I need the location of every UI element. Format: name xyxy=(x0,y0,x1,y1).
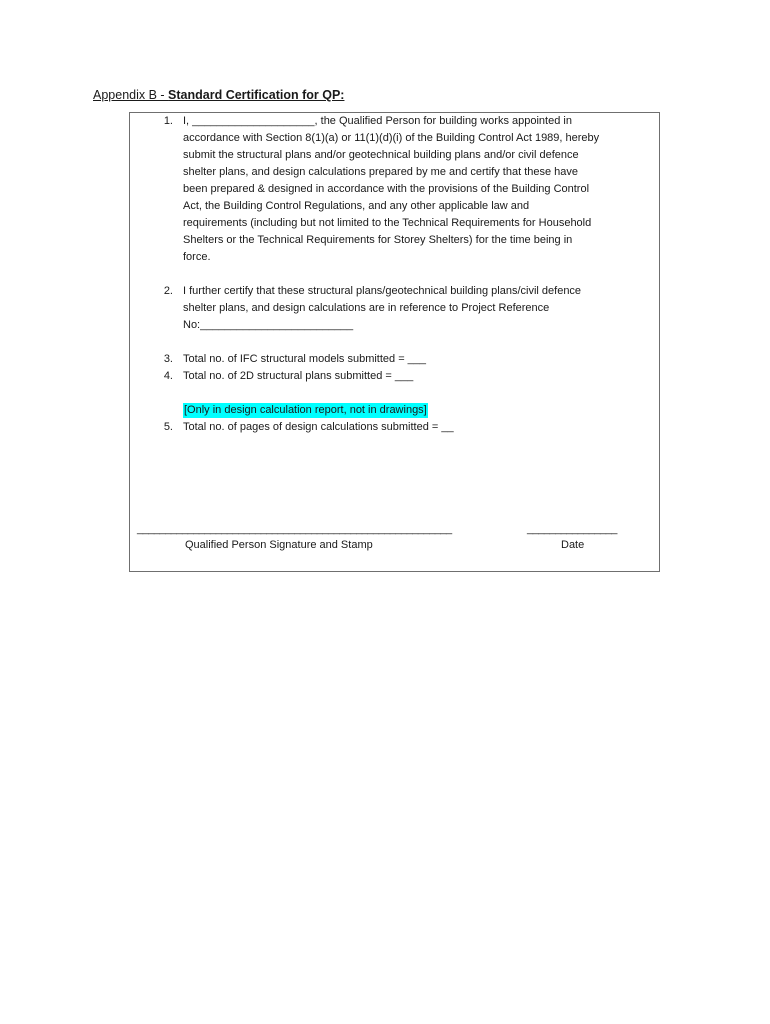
appendix-label: Appendix B - xyxy=(93,88,169,102)
item-number: 3. xyxy=(163,353,173,365)
ifc-models-count-line: Total no. of IFC structural models submitted = ___ xyxy=(183,353,427,365)
item-number: 4. xyxy=(163,370,173,382)
item-line: accordance with Section 8(1)(a) or 11(1)(d)(i) of the Building Control Act 1989, hereby xyxy=(183,132,600,144)
2d-plans-count-line: Total no. of 2D structural plans submitted = ___ xyxy=(183,370,414,382)
item-number: 2. xyxy=(163,285,173,297)
item-line: been prepared & designed in accordance with the provisions of the Building Control xyxy=(183,183,590,195)
certification-box xyxy=(129,112,660,572)
project-reference-field: No:_________________________ xyxy=(183,319,354,331)
signature-label: Qualified Person Signature and Stamp xyxy=(185,539,373,551)
appendix-heading xyxy=(93,88,344,102)
item-number: 5. xyxy=(163,421,173,433)
design-calc-pages-line: Total no. of pages of design calculations submitted = __ xyxy=(183,421,454,433)
certification-title: Standard Certification for QP: xyxy=(168,88,345,102)
highlighted-note: [Only in design calculation report, not in drawings] xyxy=(184,404,427,416)
item-text xyxy=(183,113,657,266)
item-line: I, ____________________, the Qualified Person for building works appointed in xyxy=(183,115,572,127)
signature-line: ________________________________________________________ xyxy=(137,523,452,535)
date-label: Date xyxy=(561,539,585,551)
date-line: ________________ xyxy=(527,523,617,535)
item-text xyxy=(183,368,657,385)
item-text xyxy=(183,283,657,334)
item-number: 1. xyxy=(163,115,173,127)
item-line: shelter plans, and design calculations are in reference to Project Reference xyxy=(183,302,550,314)
item-line: force. xyxy=(183,251,211,263)
item-line: submit the structural plans and/or geotechnical building plans and/or civil defence xyxy=(183,149,579,161)
item-text xyxy=(183,351,657,368)
item-line: Shelters or the Technical Requirements for Storey Shelters) for the time being in xyxy=(183,234,573,246)
item-line: I further certify that these structural plans/geotechnical building plans/civil defence xyxy=(183,285,582,297)
item-line: requirements (including but not limited to the Technical Requirements for Household xyxy=(183,217,592,229)
item-text xyxy=(183,419,657,436)
item-line: shelter plans, and design calculations prepared by me and certify that these have xyxy=(183,166,579,178)
item-line: Act, the Building Control Regulations, and any other applicable law and xyxy=(183,200,530,212)
